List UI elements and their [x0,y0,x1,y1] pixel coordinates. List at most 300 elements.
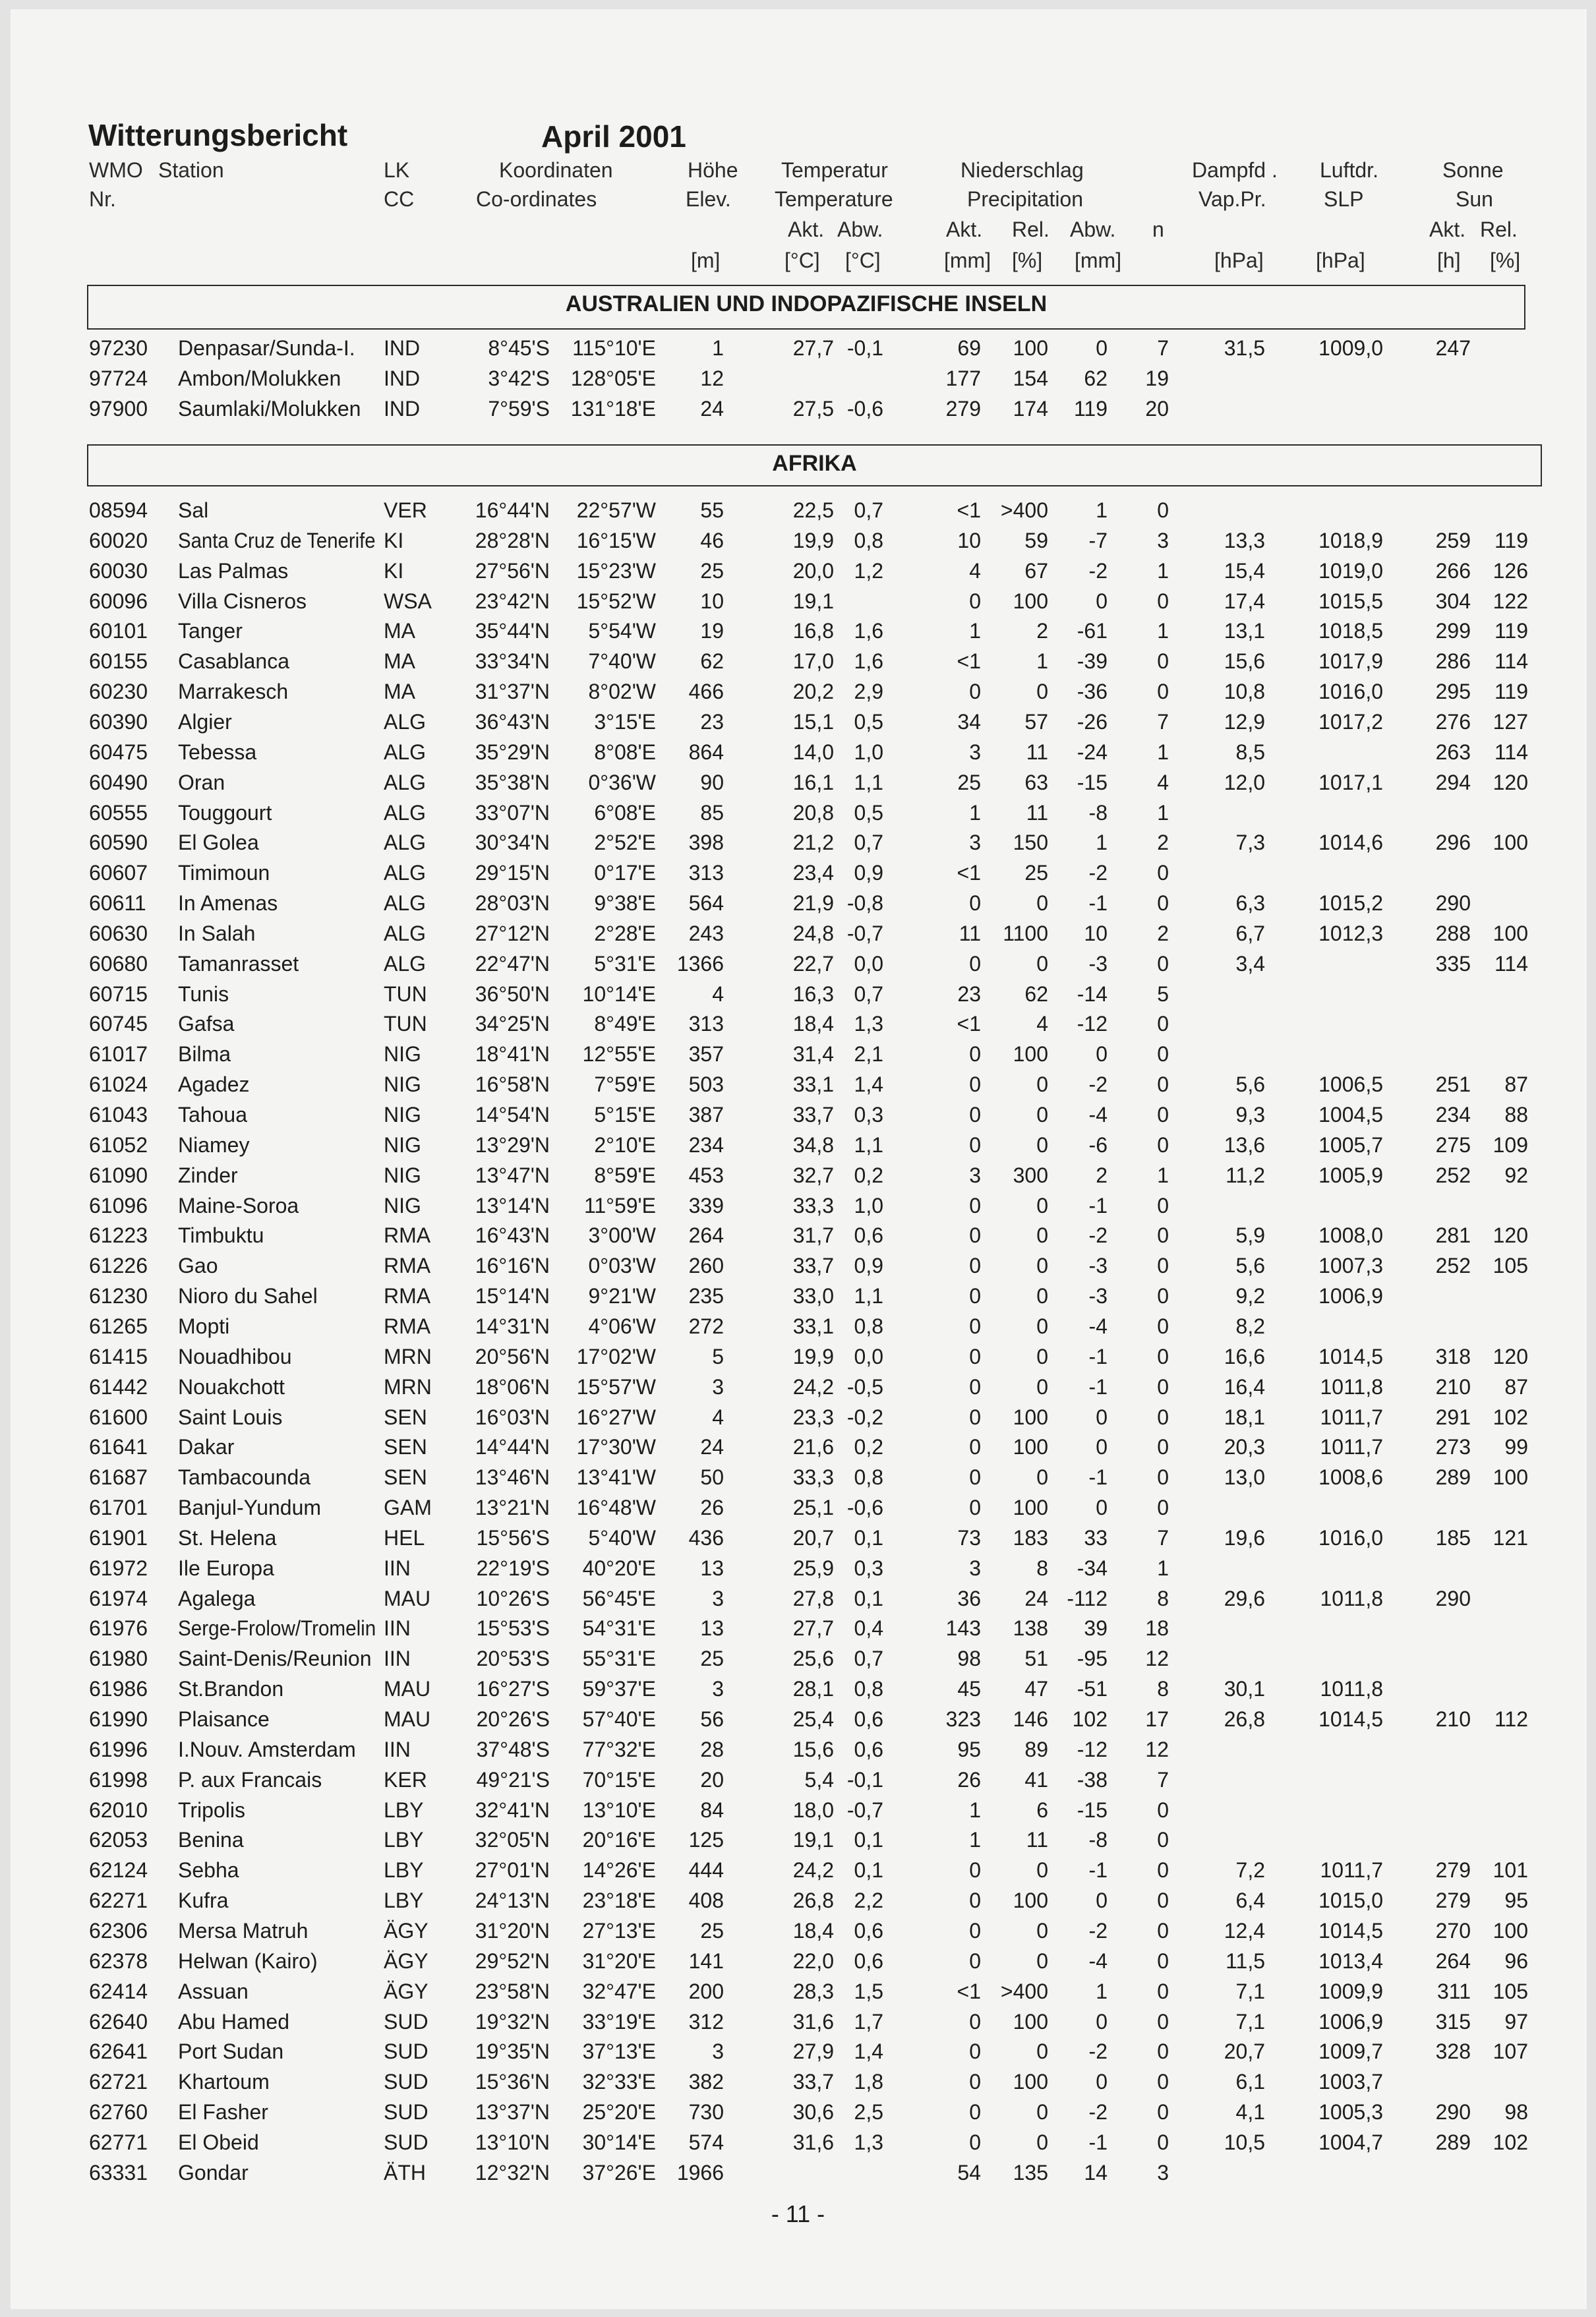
header-lk: LK [384,158,410,182]
temp-abw: 1,5 [854,1979,883,2003]
prec-abw: -4 [1088,1103,1108,1127]
table-row [0,801,1596,831]
temp-akt: 27,5 [792,396,834,421]
temp-abw: 0,6 [854,1707,883,1731]
prec-rel: 1 [1036,649,1048,674]
wmo-nr: 61996 [89,1737,148,1761]
table-row [0,1435,1596,1465]
table-row [0,710,1596,740]
unit-vap-pr: [hPa] [1214,249,1264,272]
wmo-nr: 62640 [89,2009,148,2034]
temp-akt: 33,1 [792,1072,834,1097]
elevation: 46 [700,528,724,552]
longitude: 11°59'E [583,1193,656,1217]
temp-akt: 27,9 [792,2039,834,2064]
latitude: 16°44'N [475,498,550,522]
table-row [0,1980,1596,2009]
prec-akt: <1 [957,498,981,522]
wmo-nr: 60101 [89,619,148,643]
temp-abw: -0,6 [846,1496,883,1520]
wmo-nr: 61976 [89,1616,148,1641]
prec-rel: 6 [1036,1798,1048,1822]
country-code: RMA [384,1254,431,1278]
sun-hours: 266 [1435,558,1471,583]
prec-akt: 3 [969,831,981,855]
prec-days: 1 [1157,619,1169,643]
wmo-nr: 60390 [89,709,148,734]
prec-rel: 0 [1036,1072,1048,1097]
prec-abw: -2 [1088,1223,1108,1248]
latitude: 15°14'N [475,1284,550,1308]
prec-akt: 1 [969,800,981,825]
wmo-nr: 60680 [89,951,148,976]
unit-prec-abw: [mm] [1075,249,1122,272]
temp-akt: 24,8 [792,921,834,945]
elevation: 25 [700,558,724,583]
station-name: Sebha [178,1858,239,1883]
prec-days: 0 [1157,1012,1169,1036]
prec-days: 0 [1157,1072,1169,1097]
table-row [0,589,1596,619]
prec-days: 0 [1157,2009,1169,2034]
temp-akt: 16,8 [792,619,834,643]
prec-abw: 0 [1096,2070,1108,2094]
latitude: 20°26'S [476,1707,550,1731]
vapour-pressure: 7,2 [1235,1858,1265,1883]
sun-hours: 279 [1435,1858,1471,1883]
prec-abw: -3 [1088,1254,1108,1278]
country-code: MRN [384,1344,432,1368]
vapour-pressure: 6,1 [1235,2070,1265,2094]
table-row [0,559,1596,589]
country-code: NIG [384,1103,421,1127]
temp-akt: 18,4 [792,1012,834,1036]
sun-rel: 97 [1504,2009,1528,2034]
table-row [0,1556,1596,1586]
prec-rel: 11 [1026,800,1048,825]
elevation: 503 [688,1072,724,1097]
wmo-nr: 61998 [89,1767,148,1792]
longitude: 40°20'E [582,1556,656,1580]
prec-days: 8 [1157,1677,1169,1701]
prec-abw: 0 [1096,589,1108,613]
sun-rel: 119 [1494,619,1528,643]
temp-abw: 1,0 [854,740,883,764]
elevation: 1 [712,336,724,360]
prec-abw: -15 [1077,770,1108,794]
header-temperature: Temperature [775,187,893,211]
table-row [0,2100,1596,2130]
temp-akt: 25,4 [792,1707,834,1731]
sea-level-pressure: 1008,0 [1318,1223,1383,1248]
temp-akt: 21,9 [792,891,834,916]
station-name: Touggourt [178,800,272,825]
temp-akt: 31,6 [792,2009,834,2034]
vapour-pressure: 4,1 [1235,2100,1265,2125]
prec-rel: 0 [1036,2130,1048,2154]
sun-rel: 92 [1504,1163,1528,1187]
country-code: RMA [384,1314,431,1338]
latitude: 19°35'N [475,2039,550,2064]
country-code: GAM [384,1496,432,1520]
sea-level-pressure: 1015,2 [1318,891,1383,916]
temp-abw: 0,9 [854,1254,883,1278]
prec-abw: -1 [1088,1465,1108,1490]
country-code: SUD [384,2100,429,2125]
table-row [0,1163,1596,1193]
country-code: SUD [384,2009,429,2034]
vapour-pressure: 12,4 [1224,1918,1265,1943]
prec-rel: 0 [1036,1254,1048,1278]
elevation: 13 [700,1616,724,1641]
temp-abw: -0,8 [846,891,883,916]
wmo-nr: 60230 [89,680,148,704]
table-row [0,1768,1596,1798]
country-code: MA [384,680,415,704]
sun-hours: 281 [1435,1223,1471,1248]
prec-akt: 0 [969,2130,981,2154]
longitude: 9°38'E [594,891,656,916]
prec-akt: 26 [957,1767,981,1792]
elevation: 4 [712,982,724,1006]
table-row [0,1012,1596,1041]
section-header-africa [87,444,1542,486]
elevation: 28 [700,1737,724,1761]
prec-abw: -51 [1077,1677,1108,1701]
header-prec-abw: Abw. [1070,218,1116,241]
longitude: 32°33'E [582,2070,656,2094]
table-row [0,1798,1596,1828]
sun-rel: 88 [1504,1103,1528,1127]
prec-akt: 34 [957,709,981,734]
elevation: 84 [700,1798,724,1822]
latitude: 8°45'S [488,336,550,360]
table-row [0,367,1596,396]
wmo-nr: 62721 [89,2070,148,2094]
temp-akt: 22,5 [792,498,834,522]
longitude: 16°48'W [576,1496,656,1520]
longitude: 8°49'E [594,1012,656,1036]
table-row [0,1707,1596,1737]
wmo-nr: 62010 [89,1798,148,1822]
temp-akt: 14,0 [792,740,834,764]
longitude: 3°00'W [588,1223,656,1248]
elevation: 339 [688,1193,724,1217]
sea-level-pressure: 1011,7 [1320,1435,1383,1459]
longitude: 16°15'W [576,528,656,552]
wmo-nr: 60630 [89,921,148,945]
table-row [0,1042,1596,1072]
country-code: TUN [384,982,427,1006]
prec-abw: -2 [1088,558,1108,583]
temp-akt: 31,6 [792,2130,834,2154]
prec-abw: -3 [1088,1284,1108,1308]
table-row [0,740,1596,770]
latitude: 20°56'N [475,1344,550,1368]
prec-rel: 57 [1024,709,1048,734]
elevation: 4 [712,1405,724,1429]
prec-rel: >400 [1000,1979,1048,2003]
temp-akt: 21,6 [792,1435,834,1459]
prec-abw: -112 [1067,1586,1108,1610]
station-name: Benina [178,1828,244,1852]
prec-abw: -1 [1088,1858,1108,1883]
station-name: Plaisance [178,1707,270,1731]
table-row [0,1526,1596,1556]
longitude: 8°08'E [594,740,656,764]
wmo-nr: 61901 [89,1525,148,1550]
header-wmo: WMO [89,158,143,182]
prec-akt: 69 [957,336,981,360]
country-code: ALG [384,709,427,734]
prec-akt: 10 [957,528,981,552]
vapour-pressure: 3,4 [1235,951,1265,976]
longitude: 2°52'E [594,831,656,855]
table-row [0,1405,1596,1435]
header-temp-akt: Akt. [788,218,825,241]
sea-level-pressure: 1004,5 [1318,1103,1383,1127]
prec-abw: 1 [1096,498,1108,522]
elevation: 387 [688,1103,724,1127]
prec-rel: 63 [1024,770,1048,794]
prec-abw: -1 [1088,1193,1108,1217]
prec-abw: 14 [1084,2160,1108,2185]
sea-level-pressure: 1013,4 [1318,1949,1383,1973]
sea-level-pressure: 1005,7 [1318,1132,1383,1157]
wmo-nr: 62306 [89,1918,148,1943]
vapour-pressure: 8,5 [1235,740,1265,764]
temp-akt: 20,7 [792,1525,834,1550]
latitude: 16°03'N [475,1405,550,1429]
wmo-nr: 61990 [89,1707,148,1731]
wmo-nr: 62771 [89,2130,148,2154]
latitude: 32°05'N [475,1828,550,1852]
longitude: 23°18'E [582,1889,656,1913]
latitude: 16°58'N [475,1072,550,1097]
prec-rel: 100 [1013,1889,1048,1913]
station-name: Timimoun [178,861,270,885]
temp-abw: -0,7 [846,921,883,945]
country-code: MAU [384,1677,431,1701]
elevation: 5 [712,1344,724,1368]
table-row [0,1133,1596,1163]
header-prec-rel: Rel. [1012,218,1049,241]
temp-abw: 1,1 [854,1132,883,1157]
vapour-pressure: 7,1 [1235,2009,1265,2034]
section-title: AUSTRALIEN UND INDOPAZIFISCHE INSELN [565,291,1048,316]
prec-abw: -2 [1088,1072,1108,1097]
prec-abw: 39 [1084,1616,1108,1641]
elevation: 264 [688,1223,724,1248]
vapour-pressure: 8,2 [1235,1314,1265,1338]
prec-rel: 11 [1026,1828,1048,1852]
station-name: Tebessa [178,740,257,764]
temp-abw: 0,0 [854,951,883,976]
prec-days: 0 [1157,2130,1169,2154]
country-code: IIN [384,1737,411,1761]
sea-level-pressure: 1005,9 [1318,1163,1383,1187]
longitude: 77°32'E [582,1737,656,1761]
prec-akt: <1 [957,1012,981,1036]
vapour-pressure: 10,5 [1224,2130,1265,2154]
sun-hours: 304 [1435,589,1471,613]
latitude: 36°43'N [475,709,550,734]
latitude: 13°37'N [475,2100,550,2125]
prec-days: 20 [1145,396,1169,421]
temp-abw: 0,4 [854,1616,883,1641]
latitude: 13°21'N [475,1496,550,1520]
wmo-nr: 60475 [89,740,148,764]
station-name: Saint-Denis/Reunion [178,1647,372,1671]
sea-level-pressure: 1009,7 [1318,2039,1383,2064]
country-code: ÄGY [384,1918,429,1943]
elevation: 382 [688,2070,724,2094]
sun-hours: 264 [1435,1949,1471,1973]
prec-days: 0 [1157,1132,1169,1157]
prec-days: 7 [1157,709,1169,734]
header-station: Station [158,158,224,182]
prec-abw: 33 [1084,1525,1108,1550]
sun-rel: 120 [1493,770,1528,794]
prec-days: 18 [1145,1616,1169,1641]
longitude: 7°59'E [594,1072,656,1097]
temp-akt: 27,7 [792,336,834,360]
prec-rel: 100 [1013,336,1048,360]
station-name: El Obeid [178,2130,259,2154]
prec-abw: 0 [1096,2009,1108,2034]
elevation: 10 [700,589,724,613]
longitude: 17°30'W [576,1435,656,1459]
prec-akt: 0 [969,1858,981,1883]
latitude: 37°48'S [476,1737,550,1761]
wmo-nr: 60030 [89,558,148,583]
prec-days: 0 [1157,1374,1169,1399]
table-row [0,1587,1596,1616]
prec-akt: 3 [969,740,981,764]
station-name: Timbuktu [178,1223,264,1248]
station-name: Agadez [178,1072,250,1097]
prec-days: 0 [1157,891,1169,916]
prec-abw: -1 [1088,1374,1108,1399]
prec-days: 0 [1157,1918,1169,1943]
prec-akt: 3 [969,1163,981,1187]
prec-rel: 135 [1013,2160,1048,2185]
sun-hours: 296 [1435,831,1471,855]
prec-abw: -15 [1077,1798,1108,1822]
unit-sun-rel: [%] [1490,249,1521,272]
temp-akt: 26,8 [792,1889,834,1913]
prec-akt: 0 [969,1405,981,1429]
temp-abw: 1,6 [854,619,883,643]
prec-abw: 10 [1084,921,1108,945]
sun-hours: 270 [1435,1918,1471,1943]
table-row [0,1496,1596,1525]
temp-akt: 33,1 [792,1314,834,1338]
wmo-nr: 60715 [89,982,148,1006]
elevation: 3 [712,2039,724,2064]
prec-akt: 1 [969,1798,981,1822]
prec-akt: 0 [969,589,981,613]
longitude: 56°45'E [582,1586,656,1610]
prec-days: 0 [1157,1858,1169,1883]
table-row [0,336,1596,366]
prec-akt: 0 [969,1374,981,1399]
station-name: Saint Louis [178,1405,283,1429]
station-name: Mersa Matruh [178,1918,309,1943]
prec-rel: 0 [1036,1193,1048,1217]
prec-rel: 0 [1036,1949,1048,1973]
longitude: 9°21'W [588,1284,656,1308]
latitude: 22°47'N [475,951,550,976]
temp-abw: 0,7 [854,982,883,1006]
prec-rel: 138 [1013,1616,1048,1641]
latitude: 16°43'N [475,1223,550,1248]
prec-days: 4 [1157,770,1169,794]
vapour-pressure: 9,3 [1235,1103,1265,1127]
temp-akt: 16,1 [792,770,834,794]
temp-abw: 1,8 [854,2070,883,2094]
prec-days: 0 [1157,680,1169,704]
prec-rel: 146 [1013,1707,1048,1731]
country-code: IND [384,366,421,390]
prec-rel: 24 [1024,1586,1048,1610]
vapour-pressure: 10,8 [1224,680,1265,704]
station-name: Tambacounda [178,1465,311,1490]
latitude: 28°28'N [475,528,550,552]
station-name: Gafsa [178,1012,235,1036]
station-name: Port Sudan [178,2039,284,2064]
vapour-pressure: 17,4 [1224,589,1265,613]
vapour-pressure: 13,6 [1224,1132,1265,1157]
station-name: Banjul-Yundum [178,1496,322,1520]
elevation: 141 [688,1949,724,1973]
latitude: 23°58'N [475,1979,550,2003]
longitude: 20°16'E [582,1828,656,1852]
wmo-nr: 60490 [89,770,148,794]
latitude: 35°38'N [475,770,550,794]
temp-abw: 0,2 [854,1435,883,1459]
elevation: 23 [700,709,724,734]
table-row [0,1889,1596,1918]
prec-abw: -4 [1088,1949,1108,1973]
latitude: 7°59'S [488,396,550,421]
elevation: 408 [688,1889,724,1913]
elevation: 19 [700,619,724,643]
wmo-nr: 63331 [89,2160,148,2185]
sun-hours: 328 [1435,2039,1471,2064]
longitude: 13°41'W [576,1465,656,1490]
wmo-nr: 60590 [89,831,148,855]
prec-days: 0 [1157,2100,1169,2125]
prec-days: 1 [1157,558,1169,583]
sun-rel: 114 [1494,740,1528,764]
prec-days: 0 [1157,1405,1169,1429]
wmo-nr: 61986 [89,1677,148,1701]
prec-abw: -3 [1088,951,1108,976]
longitude: 59°37'E [582,1677,656,1701]
longitude: 15°23'W [576,558,656,583]
latitude: 13°46'N [475,1465,550,1490]
elevation: 260 [688,1254,724,1278]
vapour-pressure: 9,2 [1235,1284,1265,1308]
prec-rel: 0 [1036,1858,1048,1883]
prec-days: 0 [1157,1979,1169,2003]
prec-rel: 100 [1013,1496,1048,1520]
temp-abw: -0,1 [846,1767,883,1792]
temp-akt: 27,7 [792,1616,834,1641]
country-code: MA [384,619,415,643]
header-dampfdruck: Dampfd . [1192,158,1278,182]
